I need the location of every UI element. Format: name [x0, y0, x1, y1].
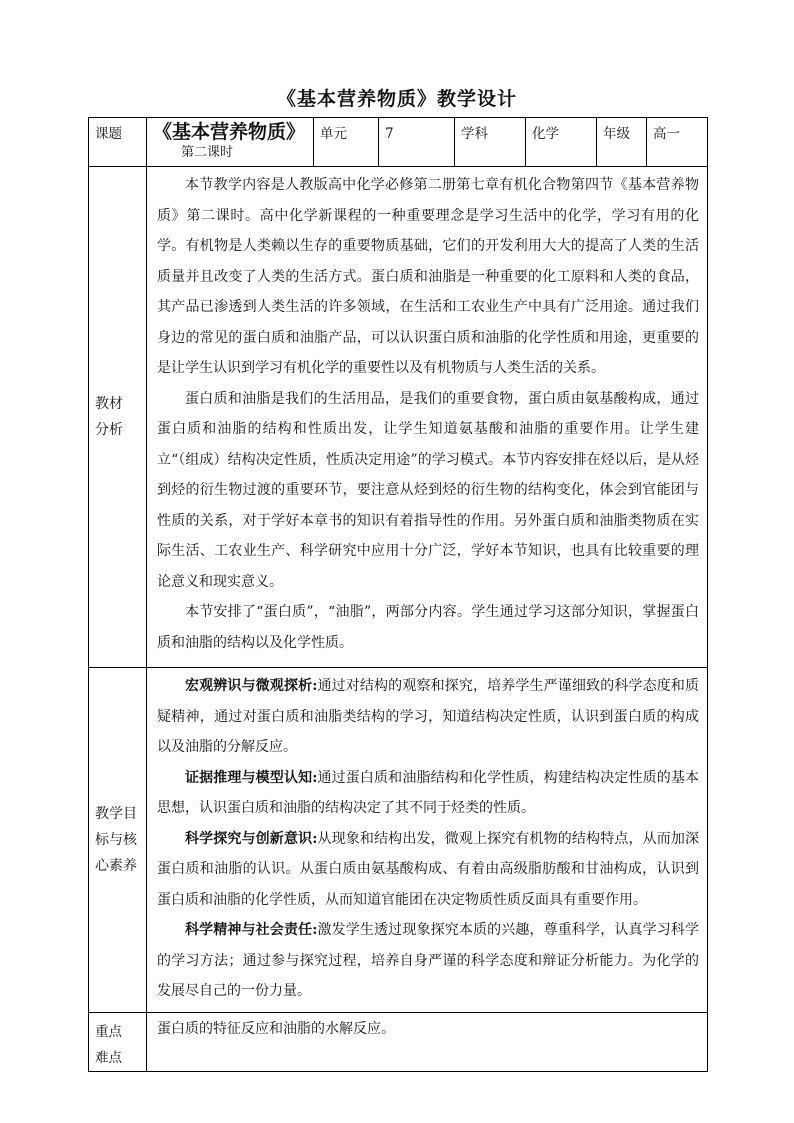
goal-title: 宏观辨识与微观探析: [185, 678, 318, 694]
materials-row [89, 167, 708, 668]
subject-label: 学科 [455, 118, 526, 167]
goal-item [157, 671, 699, 763]
subject-value: 化学 [526, 118, 597, 167]
key-points-row [89, 1013, 708, 1072]
materials-paragraph: 本节安排了“蛋白质”，“油脂”，两部分内容。学生通过学习这部分知识，掌握蛋白质和油脂的结构以及化学性质。 [157, 604, 699, 651]
goal-title: 科学探究与创新意识: [185, 830, 318, 847]
goal-text: 从现象和结构出发，微观上探究有机物的结构特点，从而加深蛋白质和油脂的认识。从蛋白质由氨基酸构成、有着由高级脂肪酸和甘油构成，认识到蛋白质和油脂的化学性质，从而知道官能团在决定物质性质反面具有重要作用。 [157, 830, 699, 908]
goal-item [157, 824, 699, 916]
goal-item [157, 763, 699, 824]
goals-label-line1: 教学目 [95, 806, 137, 822]
goal-text: 通过蛋白质和油脂结构和化学性质，构建结构决定性质的基本思想，认识蛋白质和油脂的结构决定了其不同于烃类的性质。 [157, 769, 699, 816]
course-title: 《基本营养物质》 [153, 121, 306, 143]
goal-title: 科学精神与社会责任: [185, 922, 318, 938]
lesson-number: 第二课时 [181, 145, 234, 160]
goal-text: 通过对结构的观察和探究，培养学生严谨细致的科学态度和质疑精神，通过对蛋白质和油脂类结构的学习，知道结构决定性质，认识到蛋白质的构成以及油脂的分解反应。 [157, 678, 699, 755]
goal-text: 激发学生透过现象探究本质的兴趣，尊重科学，认真学习科学的学习方法；通过参与探究过程，培养自身严谨的科学态度和辩证分析能力。为化学的发展尽自己的一份力量。 [157, 922, 699, 999]
key-points-label-line2: 难点 [95, 1050, 122, 1066]
grade-value: 高一 [647, 118, 708, 167]
document-title: 《基本营养物质》教学设计 [276, 88, 517, 110]
grade-label: 年级 [597, 118, 647, 167]
goals-row [89, 668, 708, 1013]
topic-label: 课题 [89, 118, 147, 167]
goal-title: 证据推理与模型认知: [185, 769, 318, 786]
goals-label [89, 668, 147, 1013]
lesson-design-table [88, 117, 708, 1072]
materials-content [147, 167, 708, 668]
materials-paragraph: 本节教学内容是人教版高中化学必修第二册第七章有机化合物第四节《基本营养物质》第二课时。高中化学新课程的一种重要理念是学习生活中的化学，学习有用的化学。有机物是人类赖以生存的重要物质基础，它们的开发利用大大的提高了人类的生活质量并且改变了人类的生活方式。蛋白质和油脂是一种重要的化工原料和人类的食品，其产品已渗透到人类生活的许多领域，在生活和工农业生产中具有广泛用途。通过我们身边的常见的蛋白质和油脂产品，可以认识蛋白质和油脂的化学性质和用途，更重要的是让学生认识到学习有机化学的重要性以及有机物质与人类生活的关系。 [157, 177, 699, 376]
materials-paragraph: 蛋白质和油脂是我们的生活用品，是我们的重要食物，蛋白质由氨基酸构成，通过蛋白质和油脂的结构和性质出发，让学生知道氨基酸和油脂的重要作用。让学生建立“（组成）结构决定性质，性质决定用途”的学习模式。本节内容安排在烃以后，是从烃到烃的衍生物过渡的重要环节，要注意从烃到烃的衍生物的结构变化，体会到官能团与性质的关系，对于学好本章书的知识有着指导性的作用。另外蛋白质和油脂类物质在实际生活、工农业生产、科学研究中应用十分广泛，学好本节知识，也具有比较重要的理论意义和现实意义。 [157, 390, 699, 590]
goals-content [147, 668, 708, 1013]
course-title-cell [147, 118, 314, 167]
materials-label-line1: 教材 [95, 396, 123, 412]
header-row [89, 118, 708, 167]
goals-label-line3: 心素养 [95, 858, 137, 874]
goals-label-line2: 标与核 [95, 832, 137, 848]
goal-item [157, 915, 699, 1007]
materials-label-line2: 分析 [95, 422, 123, 438]
unit-value: 7 [379, 118, 455, 167]
key-points-label-line1: 重点 [95, 1024, 122, 1040]
key-points-text: 蛋白质的特征反应和油脂的水解反应。 [147, 1013, 708, 1072]
key-points-label [89, 1013, 147, 1072]
materials-label [89, 167, 147, 668]
unit-label: 单元 [314, 118, 379, 167]
